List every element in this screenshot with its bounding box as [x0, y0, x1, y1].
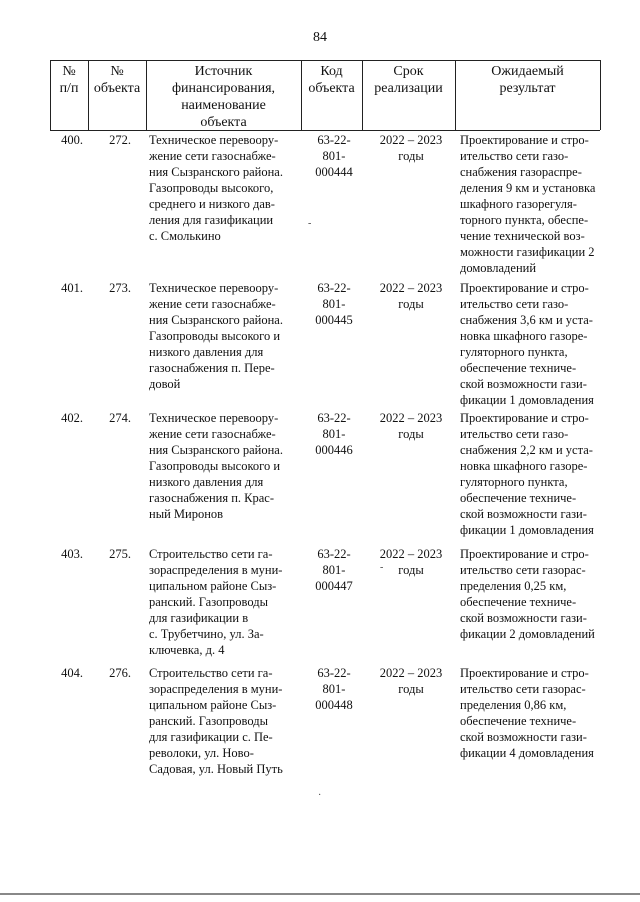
header-object-number: № объекта — [93, 64, 141, 96]
row-number: 403. — [61, 547, 83, 561]
result-text: Проектирование и стро- ительство сети газорас- пределения 0,25 км, обеспечение техниче- ской возможности гази- фикации 2 домовладений — [460, 547, 595, 641]
row-number: 402. — [61, 411, 83, 425]
scan-speck: - — [380, 562, 384, 573]
object-number: 274. — [109, 411, 131, 425]
term-text: 2022 – 2023 годы — [379, 133, 443, 163]
term-text: 2022 – 2023 годы — [379, 547, 443, 577]
object-number: 275. — [109, 547, 131, 561]
row-number: 400. — [61, 133, 83, 147]
header-code: Код объекта — [308, 64, 355, 96]
header-bottom-border — [50, 130, 600, 131]
term-text: 2022 – 2023 годы — [379, 666, 443, 696]
source-text: Техническое перевоору- жение сети газоснабже- ния Сызранского района. Газопроводы высокого, среднего и низкого дав- ления для газификации с. Смолькино — [149, 133, 283, 243]
header-result: Ожидаемый результат — [491, 64, 564, 96]
scan-edge-line — [0, 893, 640, 895]
header-source: Источник финансирования, наименование объекта — [171, 64, 276, 130]
table-top-border — [50, 60, 600, 61]
source-text: Техническое перевоору- жение сети газоснабже- ния Сызранского района. Газопроводы высокого и низкого давления для газоснабжения п. Пере- довой — [149, 281, 283, 391]
term-text: 2022 – 2023 годы — [379, 281, 443, 311]
object-code: 63-22- 801- 000444 — [315, 133, 353, 179]
col-divider — [600, 60, 601, 130]
result-text: Проектирование и стро- ительство сети газо- снабжения 3,6 км и уста- новка шкафного газоре- гуляторного пункта, обеспечение техниче- ской возможности гази- фикации 1 домовладения — [460, 281, 594, 407]
object-number: 273. — [109, 281, 131, 295]
result-text: Проектирование и стро- ительство сети газо- снабжения 2,2 км и уста- новка шкафного газоре- гуляторного пункта, обеспечение техниче- ской возможности гази- фикации 1 домовладения — [460, 411, 594, 537]
scan-speck: - — [308, 218, 312, 229]
object-code: 63-22- 801- 000448 — [315, 666, 353, 712]
result-text: Проектирование и стро- ительство сети газорас- пределения 0,86 км, обеспечение техниче- ской возможности гази- фикации 4 домовладения — [460, 666, 594, 760]
header-term: Срок реализации — [374, 64, 443, 96]
source-text: Строительство сети га- зораспределения в муни- ципальном районе Сыз- ранский. Газопроводы для газификации в с. Трубетчино, ул. За- ключевка, д. 4 — [149, 547, 283, 657]
header-row-number: № п/п — [59, 64, 79, 96]
object-code: 63-22- 801- 000445 — [315, 281, 353, 327]
source-text: Техническое перевоору- жение сети газоснабже- ния Сызранского района. Газопроводы высокого и низкого давления для газоснабжения п. Крас- ный Миронов — [149, 411, 283, 521]
term-text: 2022 – 2023 годы — [379, 411, 443, 441]
object-code: 63-22- 801- 000446 — [315, 411, 353, 457]
scan-speck: · — [318, 790, 322, 801]
object-code: 63-22- 801- 000447 — [315, 547, 353, 593]
row-number: 404. — [61, 666, 83, 680]
result-text: Проектирование и стро- ительство сети газо- снабжения газораспре- деления 9 км и установка шкафного газорегуля- торного пункта, обеспе- чение технической воз- можности газификации 2 домовладений — [460, 133, 596, 275]
row-number: 401. — [61, 281, 83, 295]
object-number: 276. — [109, 666, 131, 680]
object-number: 272. — [109, 133, 131, 147]
page-number: 84 — [313, 30, 327, 45]
source-text: Строительство сети га- зораспределения в муни- ципальном районе Сыз- ранский. Газопроводы для газификации с. Пе- револоки, ул. Ново- Садовая, ул. Новый Путь — [149, 666, 283, 776]
